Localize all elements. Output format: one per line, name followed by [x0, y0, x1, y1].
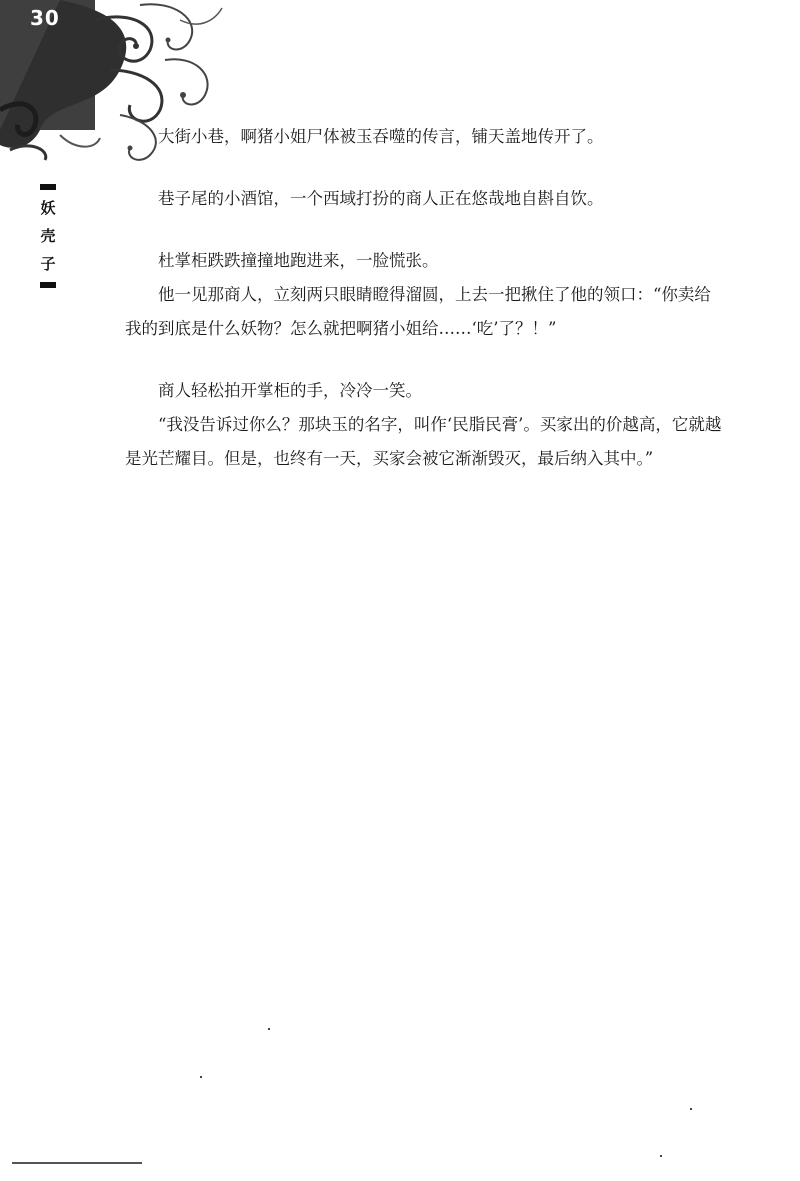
page-number: 30	[30, 6, 60, 30]
paragraph: 巷子尾的小酒馆，一个西域打扮的商人正在悠哉地自斟自饮。	[158, 189, 604, 208]
scan-speck	[268, 1028, 270, 1030]
paragraph: “我没告诉过你么？那块玉的名字，叫作‘民脂民膏’。买家出的价越高，它就越是光芒耀目。但是，也终有一天，买家会被它渐渐毁灭，最后纳入其中。”	[125, 415, 722, 468]
scan-speck	[660, 1155, 662, 1157]
paragraph: 大街小巷，啊猪小姐尸体被玉吞噬的传言，铺天盖地传开了。	[158, 127, 604, 146]
title-char: 妖	[40, 199, 56, 217]
scan-speck	[200, 1076, 202, 1078]
title-char: 壳	[40, 227, 56, 245]
footer-rule	[12, 1162, 142, 1164]
body-text	[125, 120, 725, 476]
title-char: 子	[40, 255, 56, 273]
title-bracket-bottom	[40, 282, 56, 288]
paragraph: 杜掌柜跌跌撞撞地跑进来，一脸慌张。	[158, 251, 439, 270]
book-title-vertical	[28, 180, 68, 292]
title-bracket-top	[40, 184, 56, 190]
scan-speck	[690, 1108, 692, 1110]
paragraph: 他一见那商人，立刻两只眼睛瞪得溜圆，上去一把揪住了他的领口：“你卖给我的到底是什么妖物？怎么就把啊猪小姐给……‘吃’了？！”	[125, 285, 711, 338]
paragraph: 商人轻松拍开掌柜的手，冷冷一笑。	[158, 381, 422, 400]
